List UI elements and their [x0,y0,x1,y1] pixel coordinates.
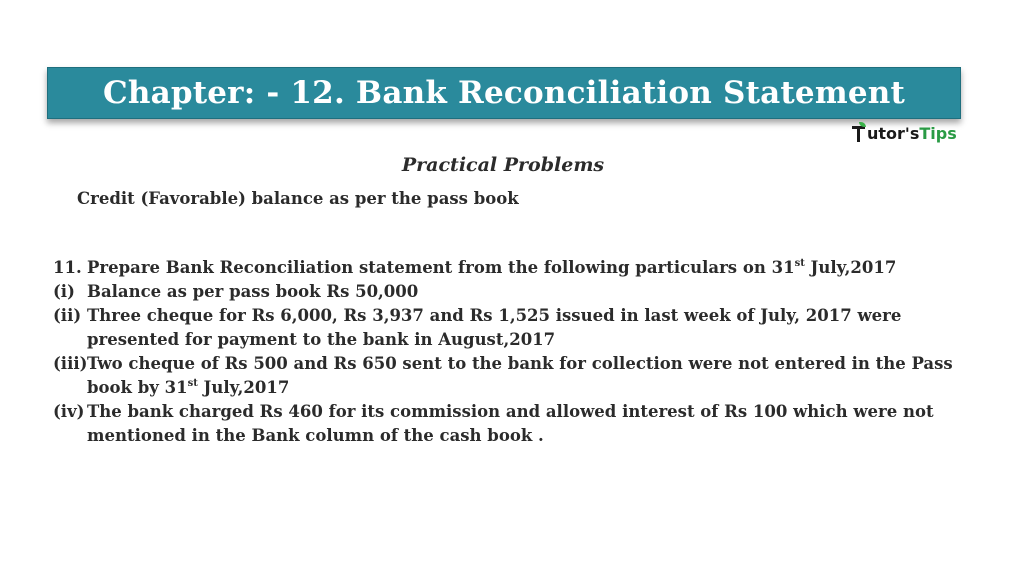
item-label: (i) [53,282,75,301]
item-text-continued: presented for payment to the bank in August,2017 [87,330,556,349]
list-item [53,280,953,304]
chapter-title: Chapter: - 12. Bank Reconciliation Statement [102,75,906,111]
problem-11 [53,256,953,448]
item-label: (iii) [53,354,88,373]
item-text: Two cheque of Rs 500 and Rs 650 sent to the bank for collection were not entered in the Pass [87,354,953,373]
item-text-continued: book by 31st July,2017 [87,378,290,397]
chapter-banner [47,67,961,119]
list-item [53,304,953,328]
list-item [53,400,953,424]
problem-number: 11. [53,258,82,277]
item-text-continued: mentioned in the Bank column of the cash book . [87,426,544,445]
logo-text-tutors: utor's [867,123,920,143]
practical-problems-heading: Practical Problems [401,154,605,176]
problem-intro [53,256,953,280]
problem-intro-text: Prepare Bank Reconciliation statement from the following particulars on 31st July,2017 [87,258,897,277]
item-text: Three cheque for Rs 6,000, Rs 3,937 and Rs 1,525 issued in last week of July, 2017 were [87,306,902,325]
item-label: (iv) [53,402,85,421]
tutors-tips-t-icon [852,124,866,142]
item-text: Balance as per pass book Rs 50,000 [87,282,419,301]
tutors-tips-logo [852,122,957,144]
item-text: The bank charged Rs 460 for its commission and allowed interest of Rs 100 which were not [87,402,934,421]
item-label: (ii) [53,306,82,325]
logo-text-tips: Tips [919,123,957,143]
list-item [53,352,953,376]
balance-type-note: Credit (Favorable) balance as per the pass book [77,189,519,208]
